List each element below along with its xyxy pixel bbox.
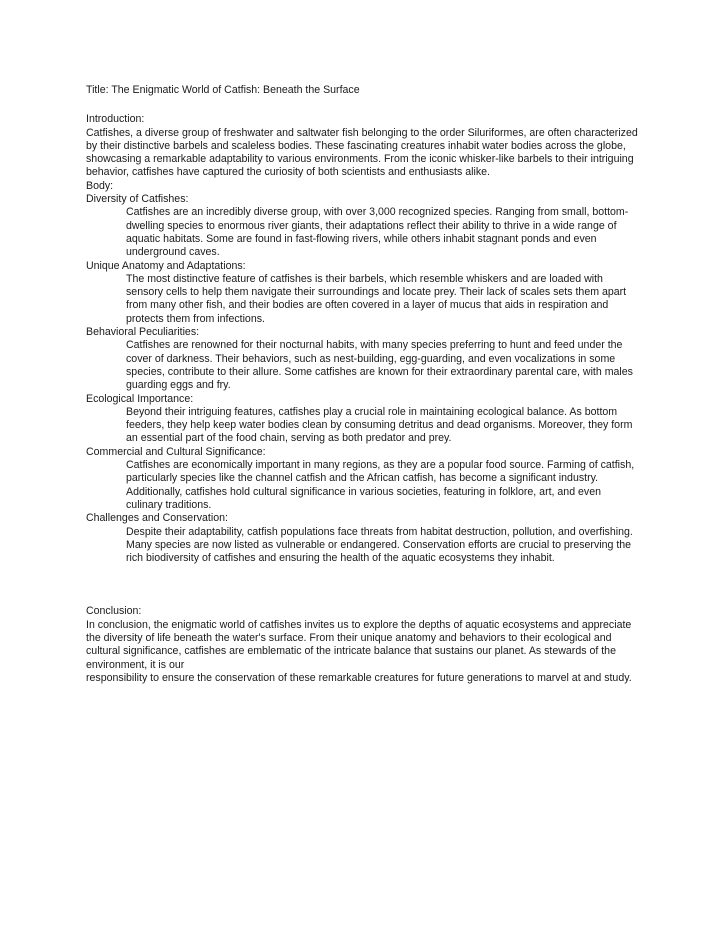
conclusion-heading: Conclusion: (86, 605, 142, 618)
intro-heading: Introduction: (86, 113, 145, 126)
section-text-diversity: Catfishes are an incredibly diverse group, with over 3,000 recognized species. Ranging from small, bottom-dwelling species to enormous river giants, their adaptations reflect their ability to thrive in a wide range of aquatic habitats. Some are found in fast-flowing rivers, while others inhabit stagnant ponds and even underground caves. (126, 206, 629, 259)
section-text-anatomy: The most distinctive feature of catfishes is their barbels, which resemble whiskers and are loaded with sensory cells to help them navigate their surroundings and locate prey. Their lack of scales sets them apart from many other fish, and their bodies are often covered in a layer of mucus that aids in respiration and protects them from infections. (126, 272, 627, 325)
section-text-commercial: Catfishes are economically important in many regions, as they are a popular food source. Farming of catfish, particularly species like the channel catfish and the African catfish, has become a significant industry. Additionally, catfishes hold cultural significance in various societies, featuring in folklore, art, and even culinary traditions. (126, 459, 635, 511)
section-heading-ecology: Ecological Importance: (86, 392, 194, 405)
body-heading: Body: (86, 179, 114, 192)
conclusion-paragraph-1: In conclusion, the enigmatic world of catfishes invites us to explore the depths of aquatic ecosystems and appreciate the diversity of life beneath the water's surface. From their unique anatomy and behaviors to their ecological and cultural significance, catfishes are emblematic of the intricate balance that sustains our planet. As stewards of the environment, it is our (86, 618, 632, 671)
spacer (86, 565, 638, 605)
section-heading-commercial: Commercial and Cultural Significance: (86, 445, 266, 458)
section-heading-behavior: Behavioral Peculiarities: (86, 326, 200, 339)
intro-paragraph: Catfishes, a diverse group of freshwater and saltwater fish belonging to the order Siluriformes, are often characterized by their distinctive barbels and scaleless bodies. These fascinating creatures inhabit water bodies across the globe, showcasing a remarkable adaptability to various environments. From the iconic whisker-like barbels to their intriguing behavior, catfishes have captured the curiosity of both scientists and enthusiasts alike. (86, 126, 638, 179)
section-heading-anatomy: Unique Anatomy and Adaptations: (86, 259, 246, 272)
section-text-ecology: Beyond their intriguing features, catfishes play a crucial role in maintaining ecological balance. As bottom feeders, they help keep water bodies clean by consuming detritus and dead organisms. Moreover, they form an essential part of the food chain, serving as both predator and prey. (126, 405, 633, 445)
section-text-conservation: Despite their adaptability, catfish populations face threats from habitat destruction, pollution, and overfishing. Many species are now listed as vulnerable or endangered. Conservation efforts are crucial to preserving the rich biodiversity of catfishes and ensuring the health of the aquatic ecosystems they inhabit. (126, 525, 633, 565)
conclusion-paragraph-2: responsibility to ensure the conservation of these remarkable creatures for future generations to marvel at and study. (86, 671, 632, 684)
document-title: Title: The Enigmatic World of Catfish: Beneath the Surface (86, 84, 360, 96)
document-page (86, 84, 638, 685)
section-text-behavior: Catfishes are renowned for their nocturnal habits, with many species preferring to hunt and feed under the cover of darkness. Their behaviors, such as nest-building, egg-guarding, and even vocalizations in some species, contribute to their allure. Some catfishes are known for their extraordinary parental care, with males guarding eggs and fry. (126, 339, 633, 392)
section-heading-diversity: Diversity of Catfishes: (86, 193, 189, 206)
section-heading-conservation: Challenges and Conservation: (86, 512, 228, 525)
